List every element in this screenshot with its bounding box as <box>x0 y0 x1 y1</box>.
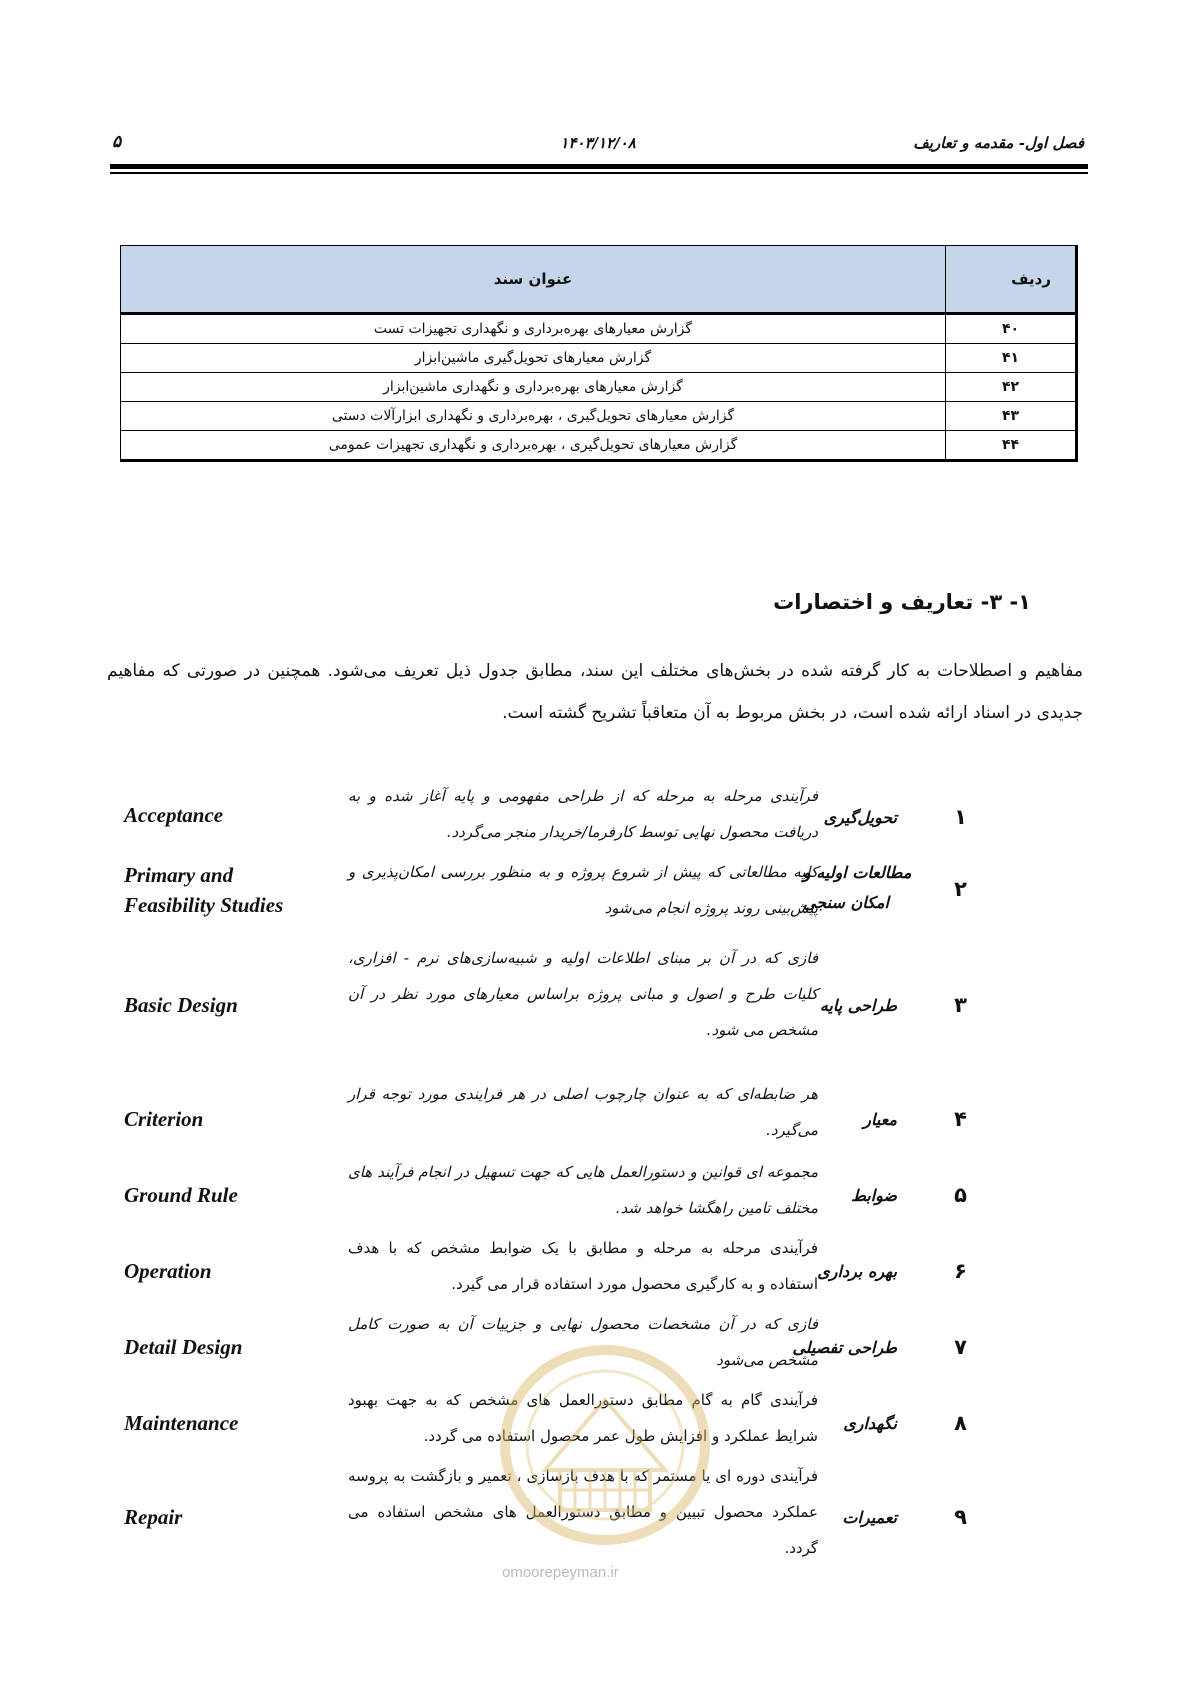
table-row <box>121 373 1077 402</box>
definition-english: Acceptance <box>124 803 224 827</box>
definition-persian: تحویل‌گیری <box>823 808 897 827</box>
chapter-title: فصل اول- مقدمه و تعاریف <box>913 134 1084 152</box>
definition-number: ۱ <box>954 805 967 829</box>
table-row <box>121 431 1077 461</box>
definition-description: فرآیندی مرحله به مرحله و مطابق با یک ضوابط مشخص که با هدف استفاده و به کارگیری محصول مورد استفاده قرار می گیرد. <box>348 1239 818 1293</box>
definition-number: ۷ <box>954 1335 967 1359</box>
section-intro: مفاهیم و اصطلاحات به کار گرفته شده در بخش‌های مختلف این سند، مطابق جدول ذیل تعریف می‌شود. همچنین در صورتی که مفاهیم جدیدی در اسناد ارائه شده است، در بخش مربوط به آن متعاقباً تشریح گشته است. <box>107 661 1083 723</box>
definition-english: Operation <box>124 1259 212 1283</box>
definition-description: فازی که در آن مشخصات محصول نهایی و جزییات آن به صورت کامل مشخص می‌شود <box>348 1315 818 1369</box>
row-number: ۴۰ <box>946 314 1077 344</box>
table-row <box>121 344 1077 373</box>
definition-persian: معیار <box>863 1110 897 1129</box>
definition-number: ۲ <box>954 877 967 901</box>
definition-number: ۳ <box>954 993 967 1017</box>
row-number: ۴۲ <box>946 373 1077 402</box>
definition-description: فرآیندی دوره ای یا مستمر که با هدف بازسازی ، تعمیر و بازگشت به پروسه عملکرد محصول تبیین و مطابق دستورالعمل های مشخص استفاده می گردد. <box>348 1467 818 1557</box>
definition-description: فازی که در آن بر مبنای اطلاعات اولیه و شبیه‌سازی‌های نرم - افزاری، کلیات طرح و اصول و مبانی پروژه براساس معیارهای مورد نظر در آن مشخص می شود. <box>348 949 818 1039</box>
definition-number: ۴ <box>954 1107 967 1131</box>
table-header-row <box>121 246 1077 314</box>
definition-description: کلیه مطالعاتی که پیش از شروع پروژه و به منظور بررسی امکان‌پذیری و پیش‌بینی روند پروژه انجام می‌شود <box>348 863 818 917</box>
definition-persian: طراحی پایه <box>819 996 897 1015</box>
page-header <box>112 130 1084 160</box>
header-rule-thick <box>110 164 1088 169</box>
definition-persian: نگهداری <box>843 1414 897 1433</box>
section-heading: ۱- ۳- تعاریف و اختصارات <box>773 590 1031 614</box>
page-number: ۵ <box>112 132 122 152</box>
definition-english: Detail Design <box>124 1335 243 1359</box>
definition-persian: بهره برداری <box>817 1262 897 1281</box>
row-number: ۴۳ <box>946 402 1077 431</box>
definition-number: ۶ <box>954 1259 967 1283</box>
definition-persian: طراحی تفصیلی <box>792 1338 897 1357</box>
definition-persian: ضوابط <box>851 1186 897 1205</box>
definition-number: ۵ <box>954 1183 967 1207</box>
definition-english: Maintenance <box>124 1411 239 1435</box>
definition-english: Criterion <box>124 1107 204 1131</box>
row-title: گزارش معیارهای تحویل‌گیری ماشین‌ابزار <box>121 344 946 373</box>
definition-persian: مطالعات اولیه و امکان سنجی <box>803 863 912 912</box>
table-row <box>121 402 1077 431</box>
definition-english: Repair <box>124 1505 183 1529</box>
header-date: ۱۴۰۳/۱۲/۰۸ <box>560 134 636 152</box>
row-title: گزارش معیارهای بهره‌برداری و نگهداری ماشین‌ابزار <box>121 373 946 402</box>
table-row <box>121 314 1077 344</box>
row-number: ۴۱ <box>946 344 1077 373</box>
definition-persian: تعمیرات <box>842 1508 897 1527</box>
header-rule-thin <box>110 172 1088 174</box>
definition-number: ۹ <box>954 1505 967 1529</box>
definition-description: فرآیندی مرحله به مرحله که از طراحی مفهومی و پایه آغاز شده و به دریافت محصول نهایی توسط کارفرما/خریدار منجر می‌گردد. <box>348 787 818 841</box>
definition-description: هر ضابطه‌ای که به عنوان چارچوب اصلی در هر فرایندی مورد توجه قرار می‌گیرد. <box>348 1085 818 1139</box>
documents-table <box>120 245 1078 462</box>
definition-english: Primary and Feasibility Studies <box>124 863 284 917</box>
column-header-title: عنوان سند <box>121 246 946 314</box>
definition-description: مجموعه ای قوانین و دستورالعمل هایی که جهت تسهیل در انجام فرآیند های مختلف تامین راهگشا خواهد شد. <box>348 1163 818 1217</box>
definition-description: فرآیندی گام به گام مطابق دستورالعمل های مشخص که به جهت بهبود شرایط عملکرد و افزایش طول عمر محصول استفاده می گردد. <box>348 1391 818 1445</box>
definition-number: ۸ <box>954 1411 967 1435</box>
column-header-number: ردیف <box>946 246 1077 314</box>
row-number: ۴۴ <box>946 431 1077 461</box>
watermark-seal-icon <box>490 1340 720 1560</box>
row-title: گزارش معیارهای بهره‌برداری و نگهداری تجهیزات تست <box>121 314 946 344</box>
definition-english: Basic Design <box>124 993 238 1017</box>
row-title: گزارش معیارهای تحویل‌گیری ، بهره‌برداری و نگهداری ابزارآلات دستی <box>121 402 946 431</box>
row-title: گزارش معیارهای تحویل‌گیری ، بهره‌برداری و نگهداری تجهیزات عمومی <box>121 431 946 461</box>
definition-english: Ground Rule <box>124 1183 238 1207</box>
watermark-url: omoorepeyman.ir <box>502 1564 619 1581</box>
